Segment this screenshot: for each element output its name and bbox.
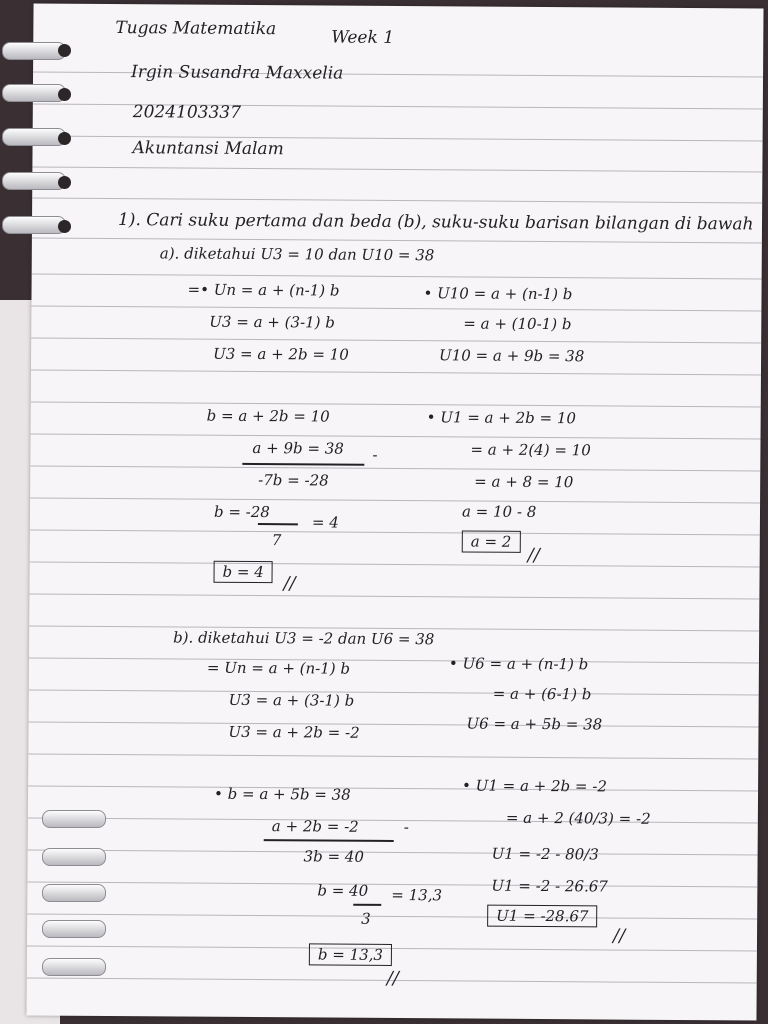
week-label: Week 1: [331, 27, 395, 48]
problem-statement: 1). Cari suku pertama dan beda (b), suku-suku barisan bilangan di bawah: [117, 210, 754, 235]
spiral-ring: [2, 42, 66, 60]
notebook-page: [26, 3, 763, 1020]
student-id: 2024103337: [132, 102, 242, 123]
rule-line: [32, 273, 762, 279]
part-b-left-line: U3 = a + 2b = -2: [228, 722, 360, 742]
part-b-b-result: b = 13,3: [309, 943, 392, 966]
part-b-u1-line: U1 = -2 - 26.67: [491, 876, 608, 896]
rule-line: [32, 237, 762, 243]
part-a-elim-line: 7: [271, 531, 282, 550]
subtraction-sign: -: [403, 818, 409, 837]
part-b-left-line: U3 = a + (3-1) b: [228, 690, 355, 710]
assignment-title: Tugas Matematika: [115, 18, 277, 40]
check-mark: //: [386, 967, 399, 990]
part-b-u1-line: U1 = -2 - 80/3: [491, 844, 599, 864]
part-b-elim-line: • b = a + 5b = 38: [213, 784, 351, 804]
rule-line: [31, 401, 761, 407]
rule-line: [32, 197, 762, 203]
rule-line: [27, 913, 757, 919]
rule-line: [30, 529, 760, 535]
rule-line: [31, 337, 761, 343]
part-a-a-result: a = 2: [462, 530, 521, 552]
subtraction-line: [264, 839, 394, 841]
spiral-ring: [42, 958, 106, 976]
spiral-ring: [2, 216, 66, 234]
rule-line: [30, 561, 760, 567]
binding-hole: [58, 132, 71, 145]
rule-line: [29, 689, 759, 695]
spiral-ring: [42, 848, 106, 866]
part-b-elim-line: 3b = 40: [303, 847, 364, 866]
check-mark: //: [283, 573, 296, 595]
part-a-left-line: U3 = a + 2b = 10: [213, 344, 349, 364]
part-b-b-value: = 13,3: [391, 885, 443, 905]
part-a-b-value: = 4: [311, 513, 339, 532]
part-a-elim-line: b = a + 2b = 10: [206, 406, 330, 426]
part-a-elim-line: -7b = -28: [258, 471, 329, 490]
fraction-bar: [353, 904, 381, 906]
binding-hole: [58, 88, 71, 101]
part-b-right-line: U6 = a + 5b = 38: [466, 714, 603, 734]
part-b-elim-line: b = 40: [317, 881, 369, 900]
part-b-u1-line: • U1 = a + 2b = -2: [462, 776, 607, 796]
spiral-ring: [42, 810, 106, 828]
part-b-right-line: • U6 = a + (n-1) b: [448, 654, 589, 674]
part-b-elim-line: 3: [361, 909, 371, 928]
binding-hole: [58, 220, 71, 233]
part-b-elim-line: a + 2b = -2: [271, 817, 359, 836]
part-b-given: b). diketahui U3 = -2 dan U6 = 38: [173, 628, 435, 649]
part-a-left-line: U3 = a + (3-1) b: [209, 312, 335, 332]
subtraction-line: [242, 463, 364, 465]
part-a-right-line: U10 = a + 9b = 38: [439, 346, 585, 366]
part-a-left-line: =• Un = a + (n-1) b: [187, 280, 340, 300]
spiral-ring: [42, 920, 106, 938]
part-b-u1-result: U1 = -28.67: [487, 905, 597, 928]
rule-line: [29, 657, 759, 663]
subtraction-sign: -: [372, 445, 378, 464]
part-a-elim-line: a + 9b = 38: [252, 439, 344, 458]
binding-hole: [58, 44, 71, 57]
part-a-u1-line: • U1 = a + 2b = 10: [426, 408, 577, 428]
spiral-ring: [2, 128, 66, 146]
fraction-bar: [258, 523, 298, 525]
spiral-ring: [2, 172, 66, 190]
rule-line: [30, 465, 760, 471]
rule-line: [32, 166, 762, 172]
spiral-ring: [2, 84, 66, 102]
rule-line: [29, 721, 759, 727]
rule-line: [31, 433, 761, 439]
rule-line: [29, 593, 759, 599]
rule-line: [31, 305, 761, 311]
rule-line: [28, 753, 758, 759]
part-b-right-line: = a + (6-1) b: [492, 684, 592, 704]
binding-hole: [58, 176, 71, 189]
program-name: Akuntansi Malam: [132, 138, 284, 160]
part-a-u1-line: a = 10 - 8: [461, 502, 537, 521]
part-a-elim-line: b = -28: [213, 502, 270, 522]
check-mark: //: [527, 544, 540, 567]
spiral-ring: [42, 884, 106, 902]
part-b-u1-line: = a + 2 (40/3) = -2: [505, 808, 651, 828]
part-a-b-result: b = 4: [214, 561, 273, 583]
rule-line: [28, 849, 758, 855]
rule-line: [31, 369, 761, 375]
part-a-right-line: • U10 = a + (n-1) b: [423, 284, 573, 304]
part-a-given: a). diketahui U3 = 10 dan U10 = 38: [159, 244, 435, 265]
rule-line: [30, 497, 760, 503]
rule-line: [28, 785, 758, 791]
check-mark: //: [612, 925, 626, 947]
part-a-u1-line: = a + 8 = 10: [474, 472, 574, 492]
part-a-right-line: = a + (10-1) b: [463, 314, 572, 334]
part-a-u1-line: = a + 2(4) = 10: [470, 440, 591, 460]
part-b-left-line: = Un = a + (n-1) b: [206, 658, 351, 678]
student-name: Irgin Susandra Maxxelia: [130, 62, 344, 84]
